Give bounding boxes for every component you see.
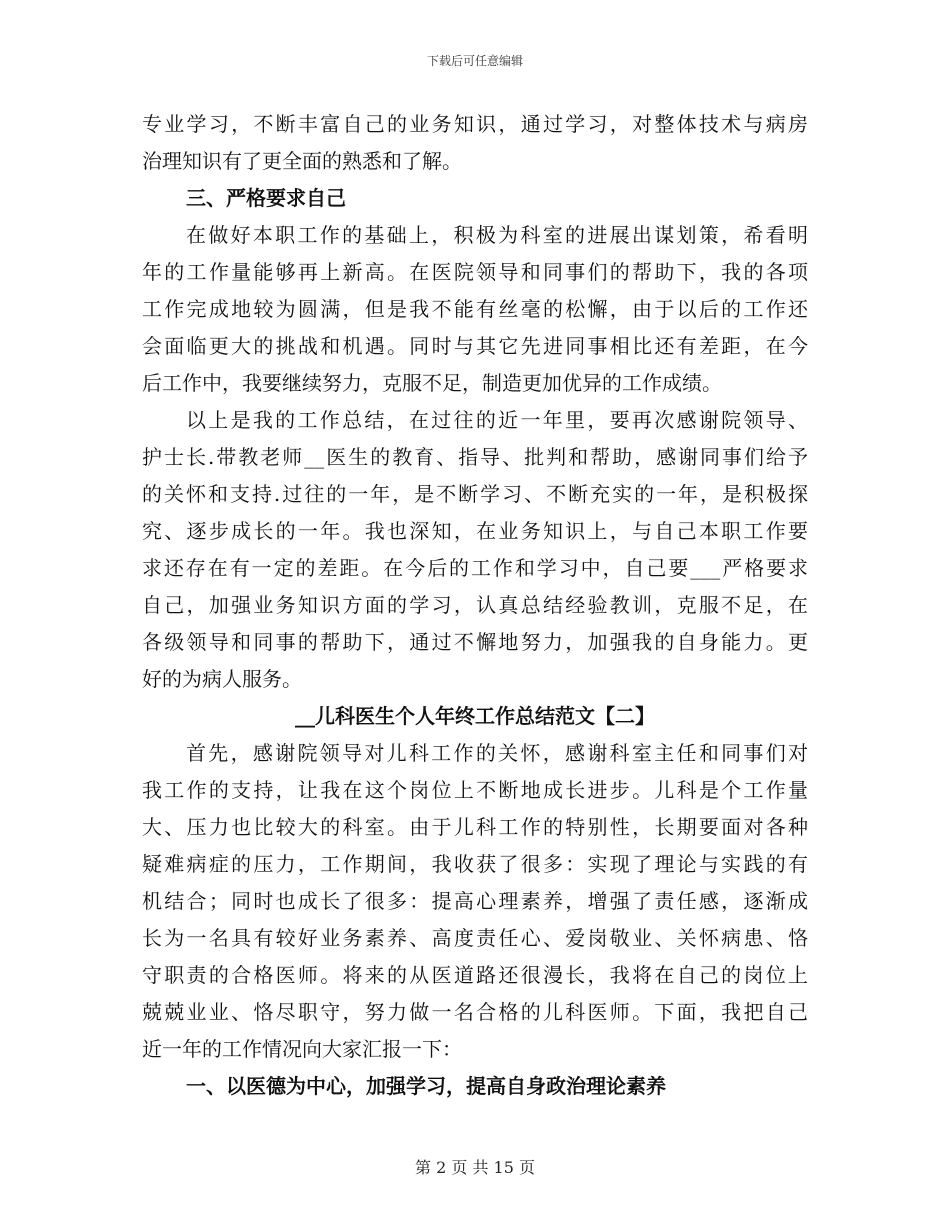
text-line: 大、压力也比较大的科室。由于儿科工作的特别性，长期要面对各种 bbox=[142, 815, 808, 839]
text-line: 机结合；同时也成长了很多：提高心理素养，增强了责任感，逐渐成 bbox=[142, 889, 808, 913]
text-line: 会面临更大的挑战和机遇。同时与其它先进同事相比还有差距，在今 bbox=[142, 334, 808, 358]
text-line: 治理知识有了更全面的熟悉和了解。 bbox=[142, 149, 462, 173]
text-line: 后工作中，我要继续努力，克服不足，制造更加优异的工作成绩。 bbox=[142, 371, 722, 395]
text-line: 我工作的支持，让我在这个岗位上不断地成长进步。儿科是个工作量 bbox=[142, 778, 808, 802]
text-line: 首先，感谢院领导对儿科工作的关怀，感谢科室主任和同事们对 bbox=[186, 741, 808, 765]
text-line: 兢兢业业、恪尽职守，努力做一名合格的儿科医师。下面，我把自己 bbox=[142, 1000, 808, 1024]
text-line: 的关怀和支持.过往的一年，是不断学习、不断充实的一年，是积极探 bbox=[142, 482, 808, 506]
text-line: 年的工作量能够再上新高。在医院领导和同事们的帮助下，我的各项 bbox=[142, 260, 808, 284]
text-line: __儿科医生个人年终工作总结范文【二】 bbox=[295, 704, 655, 728]
text-line: 以上是我的工作总结，在过往的近一年里，要再次感谢院领导、 bbox=[186, 408, 808, 432]
text-line: 三、严格要求自己 bbox=[186, 186, 346, 210]
text-line: 各级领导和同事的帮助下，通过不懈地努力，加强我的自身能力。更 bbox=[142, 630, 808, 654]
text-line: 求还存在有一定的差距。在今后的工作和学习中，自己要___严格要求 bbox=[142, 556, 808, 580]
text-line: 疑难病症的压力，工作期间，我收获了很多：实现了理论与实践的有 bbox=[142, 852, 808, 876]
text-line: 自己，加强业务知识方面的学习，认真总结经验教训，克服不足，在 bbox=[142, 593, 808, 617]
text-line: 守职责的合格医师。将来的从医道路还很漫长，我将在自己的岗位上 bbox=[142, 963, 808, 987]
text-line: 长为一名具有较好业务素养、高度责任心、爱岗敬业、关怀病患、恪 bbox=[142, 926, 808, 950]
text-line: 究、逐步成长的一年。我也深知，在业务知识上，与自己本职工作要 bbox=[142, 519, 808, 543]
page-header: 下载后可任意编辑 bbox=[426, 54, 523, 68]
document-body bbox=[142, 106, 808, 1105]
text-line: 一、以医德为中心，加强学习，提高自身政治理论素养 bbox=[186, 1074, 666, 1098]
text-line: 近一年的工作情况向大家汇报一下： bbox=[142, 1037, 462, 1061]
text-line: 好的为病人服务。 bbox=[142, 667, 302, 691]
text-line: 护士长.带教老师__医生的教育、指导、批判和帮助，感谢同事们给予 bbox=[142, 445, 808, 469]
text-line: 在做好本职工作的基础上，积极为科室的进展出谋划策，希看明 bbox=[186, 223, 808, 247]
page-footer: 第 2 页 共 15 页 bbox=[415, 1158, 535, 1177]
text-line: 专业学习，不断丰富自己的业务知识，通过学习，对整体技术与病房 bbox=[142, 112, 808, 136]
text-line: 工作完成地较为圆满，但是我不能有丝毫的松懈，由于以后的工作还 bbox=[142, 297, 808, 321]
